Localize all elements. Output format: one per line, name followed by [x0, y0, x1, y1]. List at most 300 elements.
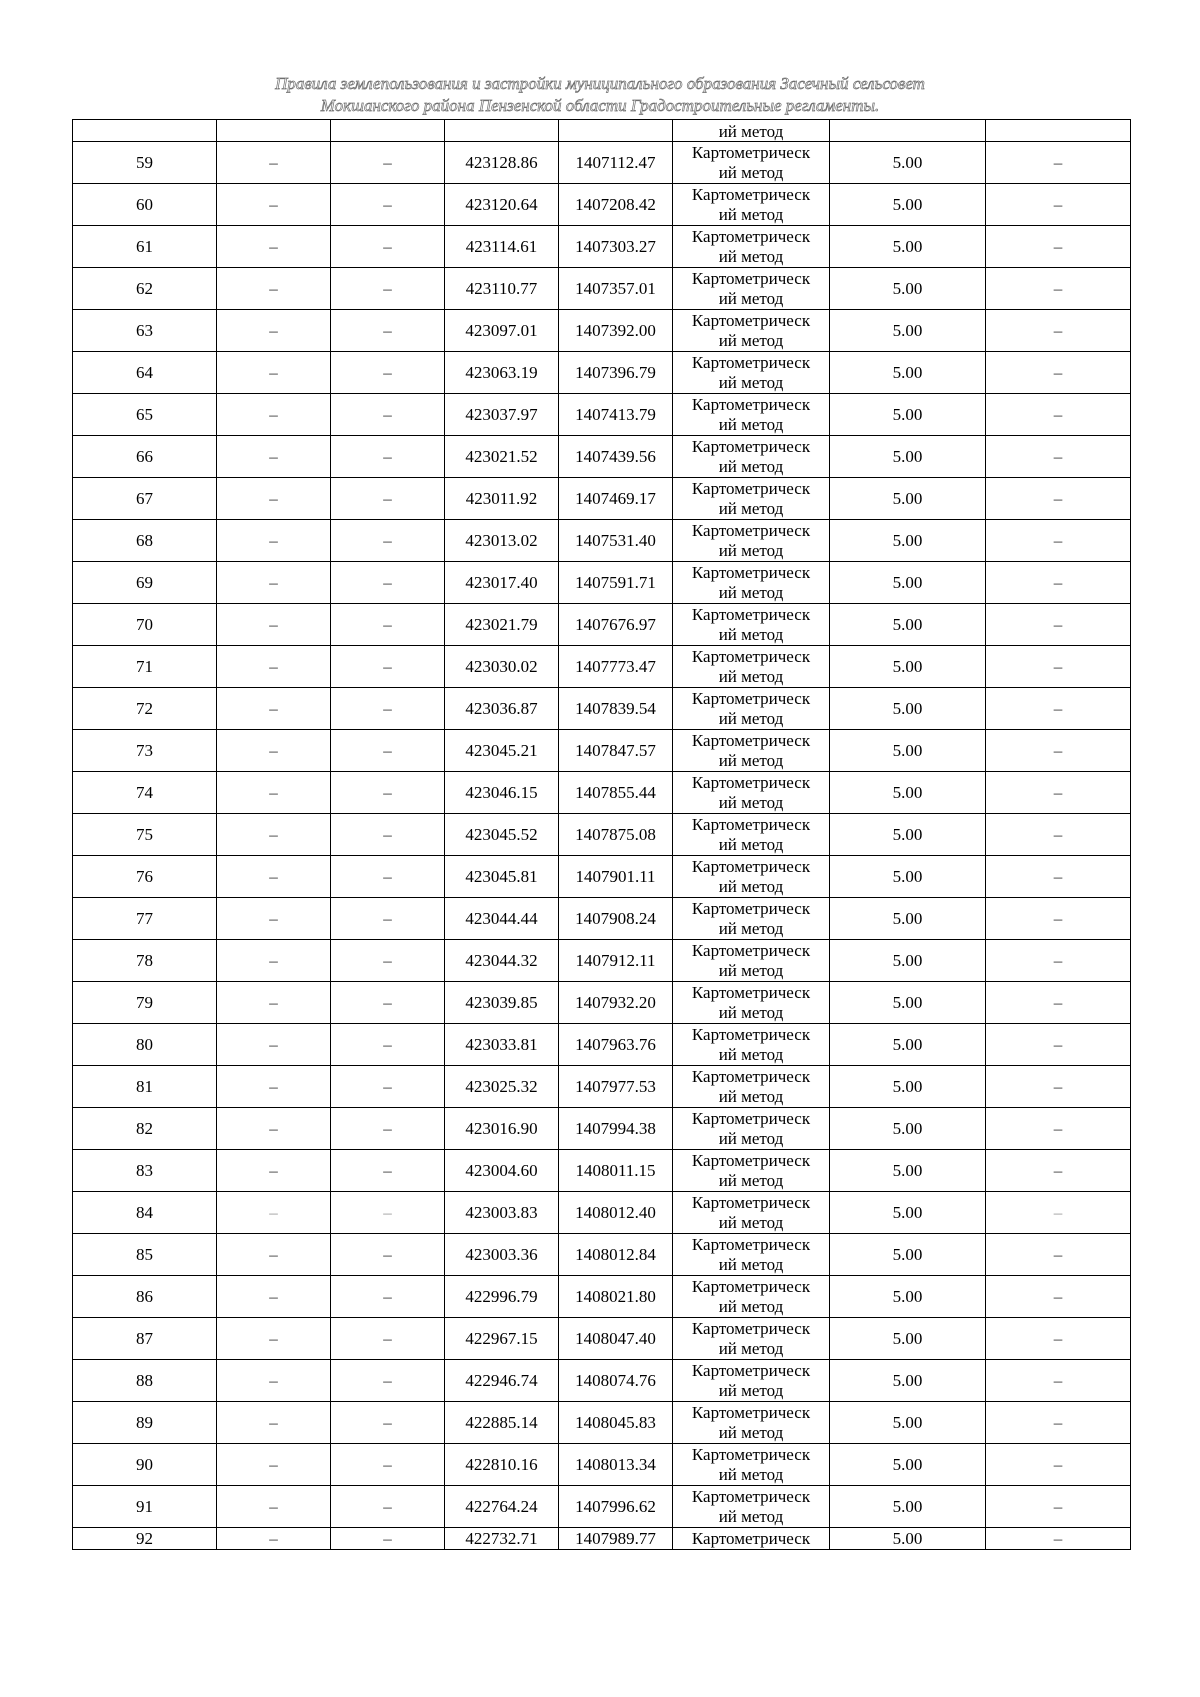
y-cell: 1407208.42: [559, 184, 673, 226]
x-cell: 423110.77: [445, 268, 559, 310]
old-y-cell: –: [331, 352, 445, 394]
y-cell: 1407396.79: [559, 352, 673, 394]
point-number-cell: 63: [73, 310, 217, 352]
description-cell: –: [986, 226, 1131, 268]
table-row: [73, 562, 1131, 604]
method-line-1: Картометрическ: [691, 1066, 811, 1086]
x-cell: 423013.02: [445, 520, 559, 562]
old-y-cell: –: [331, 1234, 445, 1276]
method-line-1: Картометрическ: [691, 1192, 811, 1212]
description-cell: –: [986, 982, 1131, 1024]
y-cell: 1407977.53: [559, 1066, 673, 1108]
table-row: [73, 520, 1131, 562]
y-cell: 1407303.27: [559, 226, 673, 268]
description-cell: –: [986, 1318, 1131, 1360]
y-cell: 1407989.77: [559, 1528, 673, 1550]
method-line-1: Картометрическ: [691, 1486, 811, 1506]
old-y-cell: –: [331, 1024, 445, 1066]
x-cell: 423114.61: [445, 226, 559, 268]
old-x-cell: –: [217, 1150, 331, 1192]
old-x-cell: –: [217, 226, 331, 268]
y-cell: 1408011.15: [559, 1150, 673, 1192]
description-cell: –: [986, 1276, 1131, 1318]
table-row: [73, 310, 1131, 352]
method-line-1: Картометрическ: [691, 940, 811, 960]
accuracy-cell: 5.00: [830, 940, 986, 982]
table-row: [73, 1108, 1131, 1150]
table-row: [73, 814, 1131, 856]
method-line-1: Картометрическ: [691, 310, 811, 330]
header-line-2: Мокшанского района Пензенской области Градостроительные регламенты.: [320, 96, 880, 115]
old-y-cell: –: [331, 1360, 445, 1402]
old-x-cell: –: [217, 772, 331, 814]
old-x-cell: –: [217, 352, 331, 394]
y-cell: 1407847.57: [559, 730, 673, 772]
y-cell: 1407591.71: [559, 562, 673, 604]
y-cell: 1408047.40: [559, 1318, 673, 1360]
old-y-cell: –: [331, 940, 445, 982]
y-cell: 1407439.56: [559, 436, 673, 478]
method-cell: [673, 562, 830, 604]
coordinates-table: [72, 119, 1131, 1550]
y-cell: 1407963.76: [559, 1024, 673, 1066]
old-y-cell: –: [331, 982, 445, 1024]
method-line-1: Картометрическ: [691, 1318, 811, 1338]
old-x-cell: –: [217, 562, 331, 604]
point-number-cell: 61: [73, 226, 217, 268]
table-row-last: [73, 1528, 1131, 1550]
point-number-cell: 70: [73, 604, 217, 646]
old-y-cell: –: [331, 436, 445, 478]
old-x-cell: –: [217, 520, 331, 562]
method-cell: [673, 1402, 830, 1444]
x-cell: 423063.19: [445, 352, 559, 394]
x-cell: 423045.81: [445, 856, 559, 898]
y-cell: 1407932.20: [559, 982, 673, 1024]
y-cell: 1407413.79: [559, 394, 673, 436]
page-header: [0, 73, 1200, 117]
description-cell: [986, 120, 1131, 142]
method-line-2: ий метод: [718, 960, 784, 980]
method-cell: [673, 520, 830, 562]
point-number-cell: 66: [73, 436, 217, 478]
x-cell: 423045.21: [445, 730, 559, 772]
method-line-2: ий метод: [718, 414, 784, 434]
accuracy-cell: 5.00: [830, 856, 986, 898]
method-line-1: Картометрическ: [691, 352, 811, 372]
old-y-cell: –: [331, 1318, 445, 1360]
point-number-cell: 78: [73, 940, 217, 982]
old-y-cell: –: [331, 1486, 445, 1528]
point-number-cell: 75: [73, 814, 217, 856]
table-row: [73, 940, 1131, 982]
method-line-2: ий метод: [718, 834, 784, 854]
x-cell: 423016.90: [445, 1108, 559, 1150]
old-y-cell: –: [331, 856, 445, 898]
method-line-1: Картометрическ: [691, 688, 811, 708]
table-row: [73, 1402, 1131, 1444]
description-cell: –: [986, 436, 1131, 478]
y-cell: 1407676.97: [559, 604, 673, 646]
x-cell: 422996.79: [445, 1276, 559, 1318]
old-y-cell: –: [331, 520, 445, 562]
description-cell: –: [986, 1528, 1131, 1550]
x-cell: 423025.32: [445, 1066, 559, 1108]
description-cell: –: [986, 1444, 1131, 1486]
table-row: [73, 436, 1131, 478]
accuracy-cell: 5.00: [830, 814, 986, 856]
method-line-2: ий метод: [718, 540, 784, 560]
table-row: [73, 1318, 1131, 1360]
method-line-1: Картометрическ: [691, 1444, 811, 1464]
y-cell: 1408013.34: [559, 1444, 673, 1486]
method-line-1: Картометрическ: [691, 1360, 811, 1380]
table-row: [73, 268, 1131, 310]
accuracy-cell: 5.00: [830, 310, 986, 352]
method-line-1: Картометрическ: [691, 646, 811, 666]
old-y-cell: –: [331, 142, 445, 184]
description-cell: –: [986, 1192, 1131, 1234]
y-cell: 1407112.47: [559, 142, 673, 184]
old-x-cell: –: [217, 982, 331, 1024]
old-x-cell: –: [217, 142, 331, 184]
method-line-1: Картометрическ: [691, 478, 811, 498]
method-line-2: ий метод: [718, 582, 784, 602]
method-cell: [673, 268, 830, 310]
table-row: [73, 478, 1131, 520]
table-row: [73, 604, 1131, 646]
method-line-1: Картометрическ: [691, 730, 811, 750]
x-cell: 423004.60: [445, 1150, 559, 1192]
method-line-2: ий метод: [718, 1506, 784, 1526]
old-x-cell: –: [217, 184, 331, 226]
accuracy-cell: 5.00: [830, 1024, 986, 1066]
method-line-2: ий метод: [718, 288, 784, 308]
old-y-cell: –: [331, 310, 445, 352]
old-y-cell: –: [331, 898, 445, 940]
method-line-1: Картометрическ: [691, 982, 811, 1002]
point-number-cell: 69: [73, 562, 217, 604]
point-number-cell: 64: [73, 352, 217, 394]
y-cell: 1407875.08: [559, 814, 673, 856]
table-row: [73, 1150, 1131, 1192]
old-y-cell: –: [331, 688, 445, 730]
old-y-cell: –: [331, 562, 445, 604]
method-cell: [673, 772, 830, 814]
old-x-cell: –: [217, 1402, 331, 1444]
method-line-1: Картометрическ: [691, 1024, 811, 1044]
point-number-cell: 71: [73, 646, 217, 688]
method-line-1: Картометрическ: [691, 1234, 811, 1254]
y-cell: 1407901.11: [559, 856, 673, 898]
point-number-cell: 92: [73, 1528, 217, 1550]
y-cell: 1407357.01: [559, 268, 673, 310]
y-cell: 1408012.84: [559, 1234, 673, 1276]
table-row: [73, 352, 1131, 394]
table-row: [73, 772, 1131, 814]
old-x-cell: –: [217, 436, 331, 478]
method-line-1: Картометрическ: [691, 268, 811, 288]
old-y-cell: –: [331, 1402, 445, 1444]
description-cell: –: [986, 646, 1131, 688]
accuracy-cell: 5.00: [830, 184, 986, 226]
method-line-2: ий метод: [718, 1044, 784, 1064]
table-row: [73, 394, 1131, 436]
description-cell: –: [986, 898, 1131, 940]
method-line-1: Картометрическ: [691, 562, 811, 582]
method-line-1: Картометрическ: [691, 1402, 811, 1422]
point-number-cell: 80: [73, 1024, 217, 1066]
old-x-cell: –: [217, 1528, 331, 1550]
table-row: [73, 226, 1131, 268]
accuracy-cell: 5.00: [830, 1318, 986, 1360]
method-line-2: ий метод: [718, 1422, 784, 1442]
method-line-2: ий метод: [718, 1002, 784, 1022]
method-line-2: ий метод: [718, 792, 784, 812]
accuracy-cell: 5.00: [830, 268, 986, 310]
method-cell: Картометрическ: [673, 1528, 830, 1550]
point-number-cell: 74: [73, 772, 217, 814]
table-row: [73, 1024, 1131, 1066]
x-cell: 423120.64: [445, 184, 559, 226]
old-y-cell: –: [331, 226, 445, 268]
old-x-cell: –: [217, 268, 331, 310]
method-cell: [673, 226, 830, 268]
description-cell: –: [986, 1360, 1131, 1402]
method-line-2: ий метод: [718, 876, 784, 896]
x-cell: 423003.83: [445, 1192, 559, 1234]
method-line-2: ий метод: [718, 498, 784, 518]
description-cell: –: [986, 1108, 1131, 1150]
accuracy-cell: 5.00: [830, 1066, 986, 1108]
old-x-cell: [217, 120, 331, 142]
old-y-cell: –: [331, 184, 445, 226]
method-line-2: ий метод: [718, 750, 784, 770]
description-cell: –: [986, 1066, 1131, 1108]
y-cell: 1407531.40: [559, 520, 673, 562]
x-cell: 422967.15: [445, 1318, 559, 1360]
y-cell: 1408074.76: [559, 1360, 673, 1402]
point-number-cell: 72: [73, 688, 217, 730]
old-y-cell: –: [331, 1276, 445, 1318]
old-y-cell: –: [331, 604, 445, 646]
description-cell: –: [986, 730, 1131, 772]
point-number-cell: 85: [73, 1234, 217, 1276]
x-cell: 423021.52: [445, 436, 559, 478]
method-cell: [673, 1192, 830, 1234]
old-x-cell: –: [217, 1486, 331, 1528]
x-cell: 423046.15: [445, 772, 559, 814]
method-cell: [673, 1108, 830, 1150]
accuracy-cell: 5.00: [830, 394, 986, 436]
method-cell: [673, 940, 830, 982]
x-cell: 423033.81: [445, 1024, 559, 1066]
method-line-1: Картометрическ: [691, 394, 811, 414]
point-number-cell: 67: [73, 478, 217, 520]
method-line-1: Картометрическ: [691, 1108, 811, 1128]
point-number-cell: 87: [73, 1318, 217, 1360]
description-cell: –: [986, 394, 1131, 436]
point-number-cell: [73, 120, 217, 142]
point-number-cell: 83: [73, 1150, 217, 1192]
method-cell: [673, 856, 830, 898]
method-cell: [673, 478, 830, 520]
method-cell: [673, 436, 830, 478]
point-number-cell: 68: [73, 520, 217, 562]
x-cell: 423017.40: [445, 562, 559, 604]
table-row: [73, 1486, 1131, 1528]
old-x-cell: –: [217, 1276, 331, 1318]
old-y-cell: –: [331, 646, 445, 688]
header-line-1: Правила землепользования и застройки муниципального образования Засечный сельсовет: [275, 74, 925, 93]
method-cell: [673, 1150, 830, 1192]
method-cell: [673, 604, 830, 646]
accuracy-cell: 5.00: [830, 562, 986, 604]
accuracy-cell: 5.00: [830, 1150, 986, 1192]
method-line-2: ий метод: [718, 330, 784, 350]
method-cell: [673, 1024, 830, 1066]
accuracy-cell: 5.00: [830, 646, 986, 688]
method-line-2: ий метод: [718, 1212, 784, 1232]
accuracy-cell: 5.00: [830, 142, 986, 184]
accuracy-cell: 5.00: [830, 1234, 986, 1276]
x-cell: 423030.02: [445, 646, 559, 688]
accuracy-cell: 5.00: [830, 688, 986, 730]
method-line-2: ий метод: [718, 204, 784, 224]
old-x-cell: –: [217, 940, 331, 982]
point-number-cell: 91: [73, 1486, 217, 1528]
old-y-cell: –: [331, 1108, 445, 1150]
old-x-cell: –: [217, 478, 331, 520]
accuracy-cell: [830, 120, 986, 142]
description-cell: –: [986, 1402, 1131, 1444]
description-cell: –: [986, 142, 1131, 184]
x-cell: 422810.16: [445, 1444, 559, 1486]
accuracy-cell: 5.00: [830, 436, 986, 478]
description-cell: –: [986, 352, 1131, 394]
old-y-cell: –: [331, 394, 445, 436]
method-cell: ий метод: [673, 120, 830, 142]
accuracy-cell: 5.00: [830, 1360, 986, 1402]
description-cell: –: [986, 268, 1131, 310]
old-x-cell: –: [217, 310, 331, 352]
method-line-2: ий метод: [718, 918, 784, 938]
method-line-1: Картометрическ: [691, 856, 811, 876]
description-cell: –: [986, 310, 1131, 352]
accuracy-cell: 5.00: [830, 1486, 986, 1528]
method-line-1: Картометрическ: [691, 898, 811, 918]
x-cell: 423021.79: [445, 604, 559, 646]
table-row: [73, 646, 1131, 688]
method-line-1: Картометрическ: [691, 1150, 811, 1170]
method-line-1: Картометрическ: [691, 1276, 811, 1296]
table-row: [73, 730, 1131, 772]
method-cell: [673, 1486, 830, 1528]
point-number-cell: 90: [73, 1444, 217, 1486]
table-row: [73, 688, 1131, 730]
description-cell: –: [986, 1234, 1131, 1276]
accuracy-cell: 5.00: [830, 226, 986, 268]
method-cell: [673, 1066, 830, 1108]
method-line-2: ий метод: [718, 1170, 784, 1190]
old-x-cell: –: [217, 646, 331, 688]
x-cell: 422946.74: [445, 1360, 559, 1402]
method-line-2: ий метод: [718, 1086, 784, 1106]
old-y-cell: –: [331, 1444, 445, 1486]
old-y-cell: [331, 120, 445, 142]
table-row: [73, 184, 1131, 226]
method-line-1: Картометрическ: [691, 142, 811, 162]
accuracy-cell: 5.00: [830, 1402, 986, 1444]
table-row: [73, 982, 1131, 1024]
method-line-2: ий метод: [718, 1296, 784, 1316]
table-row: [73, 856, 1131, 898]
point-number-cell: 60: [73, 184, 217, 226]
old-y-cell: –: [331, 730, 445, 772]
old-y-cell: –: [331, 478, 445, 520]
description-cell: –: [986, 772, 1131, 814]
y-cell: 1408021.80: [559, 1276, 673, 1318]
x-cell: 423003.36: [445, 1234, 559, 1276]
old-x-cell: –: [217, 814, 331, 856]
point-number-cell: 62: [73, 268, 217, 310]
accuracy-cell: 5.00: [830, 1528, 986, 1550]
table-row: [73, 898, 1131, 940]
old-x-cell: –: [217, 1234, 331, 1276]
point-number-cell: 76: [73, 856, 217, 898]
method-line-2: ий метод: [718, 1464, 784, 1484]
old-x-cell: –: [217, 688, 331, 730]
method-cell: [673, 142, 830, 184]
point-number-cell: 79: [73, 982, 217, 1024]
method-line-1: Картометрическ: [691, 184, 811, 204]
old-x-cell: –: [217, 1192, 331, 1234]
point-number-cell: 89: [73, 1402, 217, 1444]
table-row: [73, 1234, 1131, 1276]
table-row: [73, 1192, 1131, 1234]
method-line-2: ий метод: [718, 1338, 784, 1358]
description-cell: –: [986, 478, 1131, 520]
table-row: [73, 1066, 1131, 1108]
accuracy-cell: 5.00: [830, 730, 986, 772]
method-cell: [673, 1276, 830, 1318]
accuracy-cell: 5.00: [830, 520, 986, 562]
x-cell: 423045.52: [445, 814, 559, 856]
y-cell: 1407908.24: [559, 898, 673, 940]
y-cell: 1407773.47: [559, 646, 673, 688]
old-x-cell: –: [217, 1108, 331, 1150]
method-line-2: ий метод: [718, 624, 784, 644]
y-cell: 1408012.40: [559, 1192, 673, 1234]
old-y-cell: –: [331, 772, 445, 814]
description-cell: –: [986, 940, 1131, 982]
point-number-cell: 88: [73, 1360, 217, 1402]
point-number-cell: 73: [73, 730, 217, 772]
point-number-cell: 84: [73, 1192, 217, 1234]
method-cell: [673, 646, 830, 688]
accuracy-cell: 5.00: [830, 1444, 986, 1486]
old-x-cell: –: [217, 604, 331, 646]
table-row: [73, 1360, 1131, 1402]
y-cell: 1408045.83: [559, 1402, 673, 1444]
method-cell: [673, 730, 830, 772]
method-line-1: Картометрическ: [691, 436, 811, 456]
x-cell: 423011.92: [445, 478, 559, 520]
y-cell: 1407912.11: [559, 940, 673, 982]
accuracy-cell: 5.00: [830, 604, 986, 646]
y-cell: [559, 120, 673, 142]
point-number-cell: 65: [73, 394, 217, 436]
